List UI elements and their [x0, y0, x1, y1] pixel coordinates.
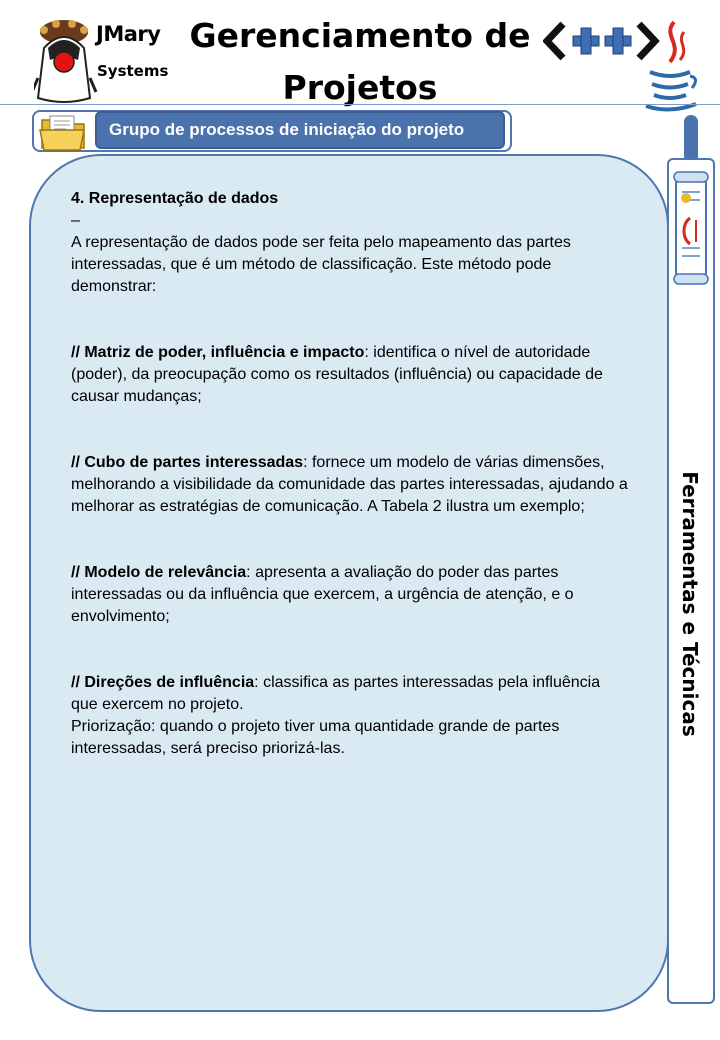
item-term: // Modelo de relevância — [71, 564, 247, 581]
side-panel-title: Ferramentas e Técnicas — [678, 471, 702, 737]
item-term: // Matriz de poder, influência e impacto — [71, 344, 365, 361]
item-term: // Cubo de partes interessadas — [71, 454, 304, 471]
closing-paragraph: Priorização: quando o projeto tiver uma quantidade grande de partes interessadas, será preciso priorizá-las. — [71, 718, 560, 757]
list-item — [71, 672, 631, 716]
list-item — [71, 452, 631, 518]
item-text: : classifica as partes interessadas pela influência que exercem no projeto. — [71, 674, 601, 713]
list-item — [71, 342, 631, 408]
document-scroll-icon — [670, 168, 712, 288]
header-divider — [0, 104, 720, 105]
content-heading: 4. Representação de dados — [71, 190, 279, 207]
folder-icon — [38, 112, 90, 152]
item-text: : identifica o nível de autoridade (poder), da preocupação como os resultados (influência) ou capacidade de causar mudanças; — [71, 344, 603, 405]
process-group-label: Grupo de processos de iniciação do projeto — [95, 111, 505, 149]
brand-subtitle: Systems — [97, 62, 169, 80]
item-term: // Direções de influência — [71, 674, 255, 691]
content-body — [71, 188, 631, 760]
intro-paragraph: A representação de dados pode ser feita pelo mapeamento das partes interessadas, que é um método de classificação. Este método pode demonstrar: — [71, 234, 571, 295]
page-title: Gerenciamento de Projetos — [189, 16, 531, 107]
item-text: : fornece um modelo de várias dimensões, melhorando a visibilidade da comunidade das partes interessadas, ajudando a melhorar as estratégias de comunicação. A Tabela 2 ilustra um exemplo; — [71, 454, 628, 515]
heading-dash: – — [71, 212, 80, 229]
java-logo-icon — [640, 18, 702, 114]
side-connector — [684, 115, 698, 163]
list-item — [71, 562, 631, 628]
brand-name: JMary — [96, 22, 161, 46]
item-text: : apresenta a avaliação do poder das partes interessadas ou da influência que exercem, a urgência de atenção, e o envolvimento; — [71, 564, 574, 625]
